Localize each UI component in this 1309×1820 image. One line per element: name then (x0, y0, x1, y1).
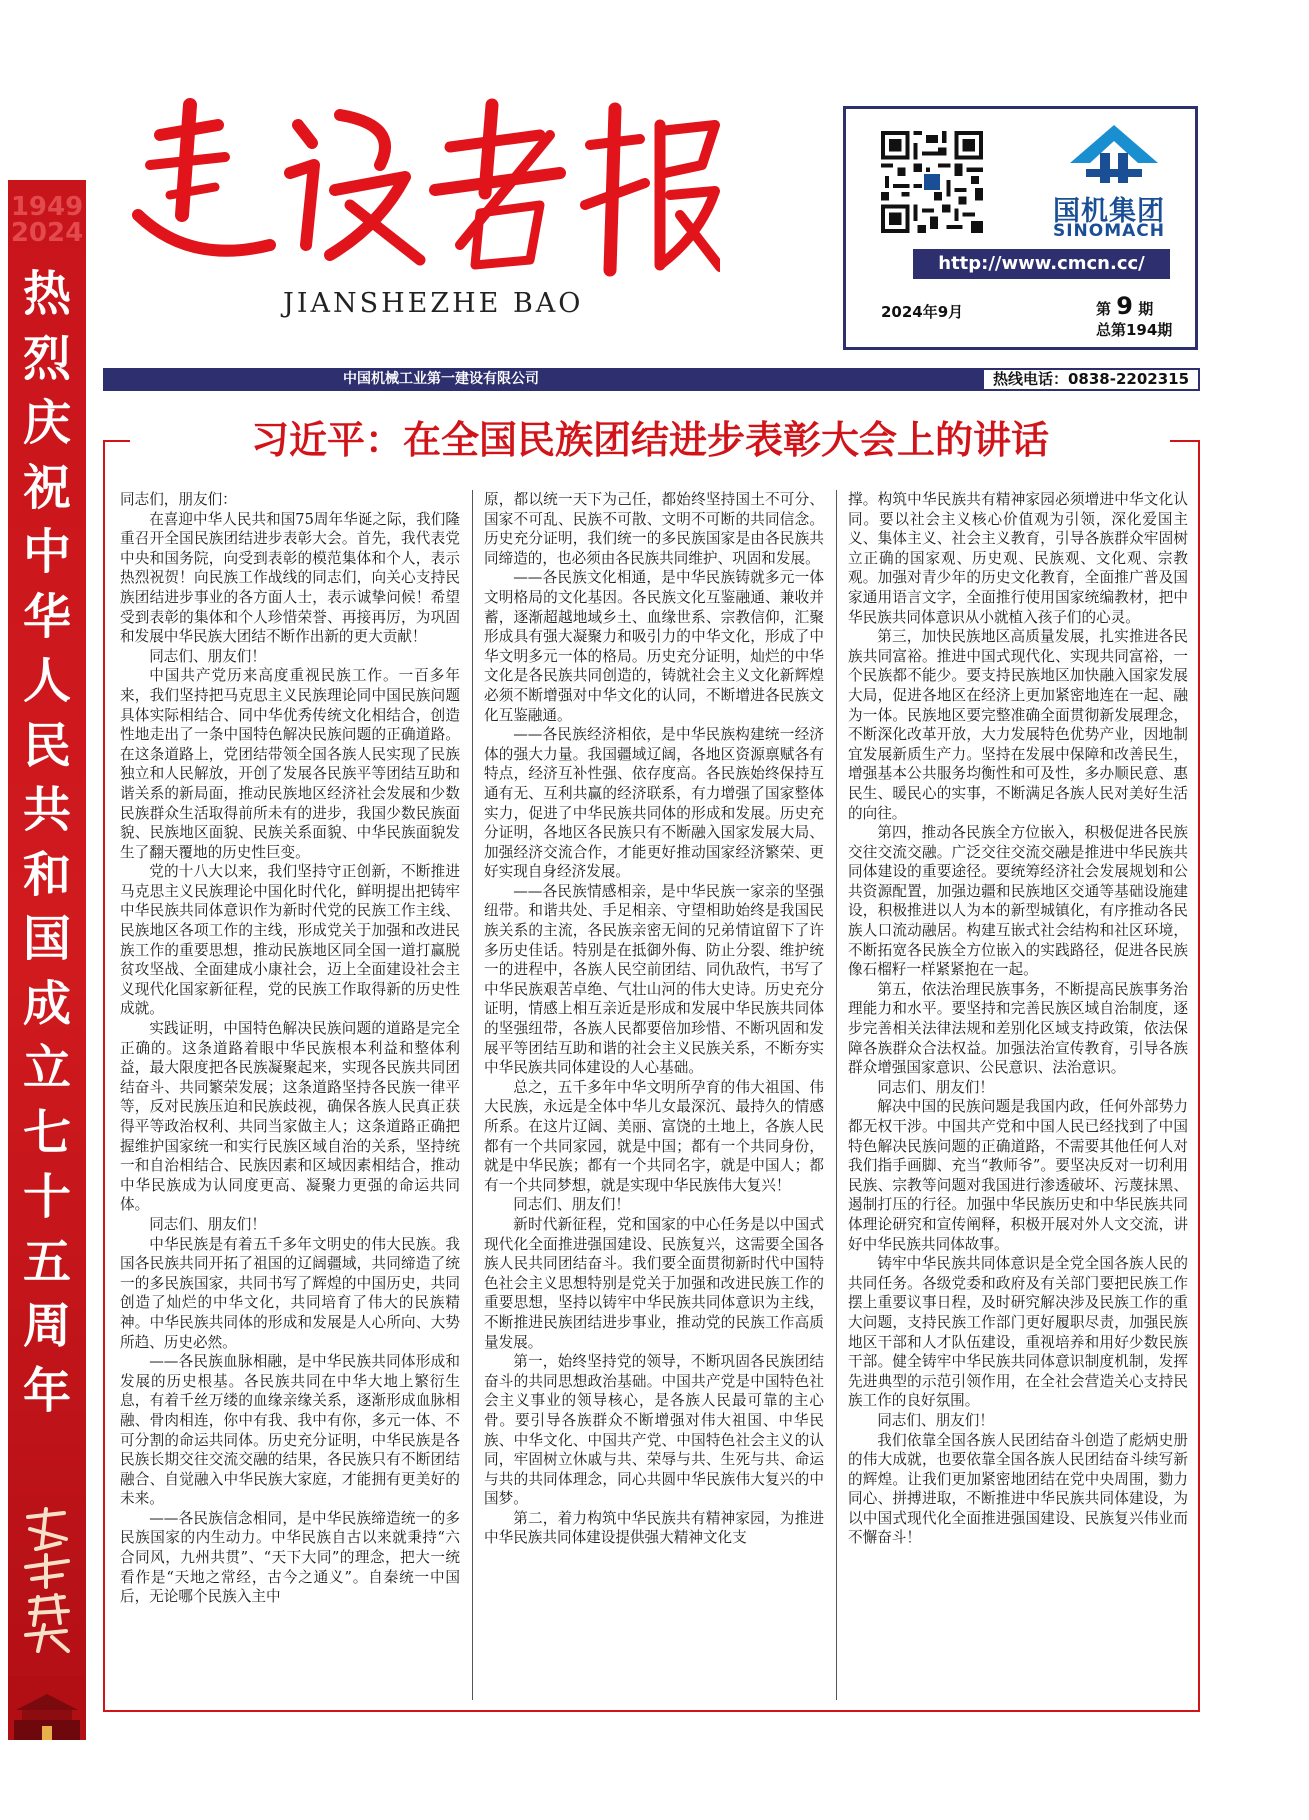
article-paragraph: 同志们、朋友们！ (513, 1196, 630, 1214)
masthead-info-box (843, 106, 1198, 350)
article-paragraph: 同志们、朋友们！ (877, 1078, 994, 1096)
article-paragraph: 第五，依法治理民族事务，不断提高民族事务治理能力和水平。要坚持和完善民族区域自治制度，逐步完善相关法律法规和差别化区域支持政策，依法保障各族群众合法权益。加强法治宣传教育，引导各族群众增强国家意识、公民意识、法治意识。 (848, 980, 1188, 1077)
frame-top-right-edge (1170, 440, 1200, 442)
banner-char: 七 (22, 1104, 71, 1161)
publisher-bar (103, 368, 1200, 391)
banner-years (8, 194, 86, 246)
article-paragraph: 在喜迎中华人民共和国75周年华诞之际，我们隆重召开全国民族团结进步表彰大会。首先，我代表党中央和国务院，向受到表彰的模范集体和个人，表示热烈祝贺！向民族工作战线的同志们，向关心支持民族团结进步事业的各方面人士，表示诚挚问候！希望受到表彰的集体和个人珍惜荣誉、再接再厉，为巩固和发展中华民族大团结不断作出新的更大贡献！ (120, 510, 460, 646)
banner-char: 烈 (22, 330, 71, 387)
article-paragraph: 中华民族是有着五千多年文明史的伟大民族。我国各民族共同开拓了祖国的辽阔疆域，共同缔造了统一的多民族国家，共同书写了辉煌的中国历史，共同创造了灿烂的中华文化，共同培育了伟大的民族精神。中华民族共同体的形成和发展是人心所向、大势所趋、历史必然。 (120, 1235, 460, 1351)
article-paragraph: 解决中国的民族问题是我国内政，任何外部势力都无权干涉。中国共产党和中国人民已经找到了中国特色解决民族问题的正确道路，不需要其他任何人对我们指手画脚、充当“教师爷”。要坚决反对一切利用民族、宗教等问题对我国进行渗透破坏、污蔑抹黑、遏制打压的行径。加强中华民族历史和中华民族共同体理论研究和宣传阐释，积极开展对外人文交流，讲好中华民族共同体故事。 (848, 1098, 1188, 1253)
article-paragraph: 总之，五千多年中华文明所孕育的伟大祖国、伟大民族，永远是全体中华儿女最深沉、最持久的情感所系。在这片辽阔、美丽、富饶的土地上，各族人民都有一个共同家园，就是中国；都有一个共同身份，就是中华民族；都有一个共同名字，就是中国人；都有一个共同梦想，就是实现中华民族伟大复兴！ (484, 1078, 824, 1194)
banner-char: 十 (22, 1169, 71, 1225)
banner-char: 民 (22, 717, 71, 774)
article-paragraph: 中国共产党历来高度重视民族工作。一百多年来，我们坚持把马克思主义民族理论同中国民族问题具体实际相结合、同中华优秀传统文化相结合，创造性地走出了一条中国特色解决民族问题的正确道路。在这条道路上，党团结带领全国各族人民实现了民族独立和人民解放，开创了发展各民族平等团结互助和谐关系的新局面，推动民族地区经济社会发展和少数民族群众生活取得前所未有的进步，我国少数民族面貌、民族地区面貌、民族关系面貌、中华民族面貌发生了翻天覆地的历史性巨变。 (120, 667, 460, 861)
article-paragraph: ——各民族经济相依，是中华民族构建统一经济体的强大力量。我国疆域辽阔，各地区资源禀赋各有特点，经济互补性强、依存度高。各民族始终保持互通有无、互利共赢的经济联系，有力增强了国家整体实力，促进了中华民族共同体的形成和发展。历史充分证明，各地区各民族只有不断融入国家发展大局、加强经济交流合作，才能更好推动国家经济繁荣、更好实现自身经济发展。 (484, 726, 824, 881)
banner-char: 中 (22, 524, 71, 580)
article-body (120, 490, 1188, 1702)
banner-char: 热 (22, 266, 71, 322)
masthead-calligraphy-title (130, 95, 720, 285)
banner-char: 人 (22, 653, 71, 709)
banner-char: 周 (22, 1298, 71, 1354)
article-paragraph: 党的十八大以来，我们坚持守正创新，不断推进马克思主义民族理论中国化时代化，鲜明提出把铸牢中华民族共同体意识作为新时代党的民族工作主线、民族地区各项工作的主线，形成党关于加强和改进民族工作的重要思想，推动民族地区同全国一道打赢脱贫攻坚战、全面建成小康社会，迈上全面建设社会主义现代化国家新征程，党的民族工作取得新的历史性成就。 (120, 863, 460, 1018)
banner-char: 五 (22, 1233, 71, 1290)
article-paragraph: 撑。构筑中华民族共有精神家园必须增进中华文化认同。要以社会主义核心价值观为引领，深化爱国主义、集体主义、社会主义教育，引导各族群众牢固树立正确的国家观、历史观、民族观、文化观、宗教观。加强对青少年的历史文化教育，全面推广普及国家通用语言文字，全面推行使用国家统编教材，把中华民族共同体意识从小就植入孩子们的心灵。 (848, 491, 1188, 626)
article-paragraph: 第二，着力构筑中华民族共有精神家园，为推进中华民族共同体建设提供强大精神文化支 (484, 1509, 824, 1547)
article-paragraph: 第一，始终坚持党的领导，不断巩固各民族团结奋斗的共同思想政治基础。中国共产党是中国特色社会主义事业的领导核心，是各族人民最可靠的主心骨。要引导各族群众不断增强对伟大祖国、中华民族、中华文化、中国共产党、中国特色社会主义的认同，牢固树立休戚与共、荣辱与共、生死与共、命运与共的共同体理念，同心共圆中华民族伟大复兴的中国梦。 (484, 1353, 824, 1508)
article-column-2 (484, 490, 824, 1702)
issue-suffix: 期 (1138, 300, 1154, 318)
issue-number (1096, 292, 1153, 320)
banner-year-end: 2024 (10, 218, 84, 248)
tiananmen-gate-icon (8, 1676, 86, 1740)
banner-year-start: 1949 (10, 192, 84, 222)
celebration-banner (8, 180, 86, 1740)
banner-char: 庆 (22, 395, 71, 451)
article-paragraph: 第四，推动各民族全方位嵌入，积极促进各民族交往交流交融。广泛交往交流交融是推进中华民族共同体建设的重要途径。要统筹经济社会发展规划和公共资源配置，加强边疆和民族地区交通等基础设施建设，积极推进以人为本的新型城镇化，有序推动各民族人口流动融居。构建互嵌式社会结构和社区环境，不断拓宽各民族全方位嵌入的实践路径，促进各民族像石榴籽一样紧紧抱在一起。 (848, 824, 1188, 979)
article-paragraph: ——各民族情感相亲，是中华民族一家亲的坚强纽带。和谐共处、手足相亲、守望相助始终是我国民族关系的主流，各民族亲密无间的兄弟情谊留下了许多历史佳话。特别是在抵御外侮、防止分裂、维护统一的进程中，各族人民空前团结、同仇敌忾，书写了中华民族艰苦卓绝、气壮山河的伟大史诗。历史充分证明，情感上相互亲近是形成和发展中华民族共同体的坚强纽带，各族人民都要倍加珍惜、不断巩固和发展平等团结互助和谐的社会主义民族关系，不断夯实中华民族共同体建设的人心基础。 (484, 882, 824, 1077)
sinomach-logo-icon (1066, 123, 1162, 185)
banner-char: 共 (22, 782, 71, 838)
banner-char: 立 (22, 1040, 71, 1096)
article-paragraph: 同志们、朋友们！ (149, 1215, 266, 1233)
banner-char: 华 (22, 588, 71, 645)
article-paragraph: 原，都以统一天下为己任，都始终坚持国土不可分、国家不可乱、民族不可散、文明不可断的共同信念。历史充分证明，我们统一的多民族国家是由各民族共同缔造的，也必须由各民族共同维护、巩固和发展。 (484, 491, 824, 567)
issue-number-value: 9 (1116, 292, 1133, 320)
banner-char: 年 (22, 1362, 71, 1419)
qr-code-icon[interactable] (881, 131, 983, 233)
article-headline: 习近平：在全国民族团结进步表彰大会上的讲话 (130, 418, 1170, 462)
article-paragraph: 同志们、朋友们！ (877, 1411, 994, 1429)
brand-name-english: SINOMACH (1052, 221, 1166, 241)
brand-name-chinese: 国机集团 (1053, 196, 1165, 227)
banner-char: 国 (22, 911, 71, 967)
article-paragraph: 第三，加快民族地区高质量发展，扎实推进各民族共同富裕。推进中国式现代化、实现共同富裕，一个民族都不能少。要支持民族地区加快融入国家发展大局，促进各地区在经济上更加紧密地连在一起、融为一体。民族地区要完整准确全面贯彻新发展理念，不断深化改革开放，大力发展特色优势产业，因地制宜发展新质生产力。坚持在发展中保障和改善民生，增强基本公共服务均衡性和可及性，多办顺民意、惠民生、暖民心的实事，不断满足各族人民对美好生活的向往。 (848, 628, 1188, 822)
article-paragraph: 我们依靠全国各族人民团结奋斗创造了彪炳史册的伟大成就，也要依靠全国各族人民团结奋斗续写新的辉煌。让我们更加紧密地团结在党中央周围，勠力同心、拼搏进取，不断推进中华民族共同体建设，为以中国式现代化全面推进强国建设、民族复兴伟业而不懈奋斗！ (848, 1431, 1188, 1547)
website-url-link[interactable]: http://www.cmcn.cc/ (913, 249, 1170, 279)
article-paragraph: 同志们，朋友们： (120, 491, 237, 508)
frame-top-left-edge (103, 440, 133, 442)
banner-char: 祝 (22, 459, 71, 516)
article-column-3 (848, 490, 1188, 1702)
article-paragraph: 同志们、朋友们！ (149, 647, 266, 665)
article-paragraph: ——各民族信念相同，是中华民族缔造统一的多民族国家的内生动力。中华民族自古以来就秉持“六合同风，九州共贯”、“天下大同”的理念，把大一统看作是“天地之常经，古今之通义”。自秦统一中国后，无论哪个民族入主中 (120, 1509, 460, 1606)
article-paragraph: 铸牢中华民族共同体意识是全党全国各族人民的共同任务。各级党委和政府及有关部门要把民族工作摆上重要议事日程，及时研究解决涉及民族工作的重大问题，支持民族工作部门更好履职尽责，加强民族地区干部和人才队伍建设，重视培养和用好少数民族干部。健全铸牢中华民族共同体意识制度机制，发挥先进典型的示范引领作用，在全社会营造关心支持民族工作的良好氛围。 (848, 1255, 1188, 1410)
calligraphy-signature-icon (16, 1505, 78, 1655)
banner-char: 成 (22, 975, 71, 1032)
masthead-pinyin: JIANSHEZHE BAO (283, 288, 584, 319)
article-column-1 (120, 490, 460, 1702)
hotline-phone: 热线电话：0838-2202315 (982, 368, 1200, 391)
publisher-company: 中国机械工业第一建设有限公司 (343, 371, 539, 387)
issue-date: 2024年9月 (881, 303, 964, 321)
article-paragraph: ——各民族文化相通，是中华民族铸就多元一体文明格局的文化基因。各民族文化互鉴融通、兼收并蓄，逐渐超越地域乡土、血缘世系、宗教信仰，汇聚形成具有强大凝聚力和吸引力的中华文化，形成了中华文明多元一体的格局。历史充分证明，灿烂的中华文化是各民族共同创造的，铸就社会主义文化新辉煌必须不断增强对中华文化的认同，不断增进各民族文化互鉴融通。 (484, 569, 824, 724)
article-paragraph: 新时代新征程，党和国家的中心任务是以中国式现代化全面推进强国建设、民族复兴，这需要全国各族人民共同团结奋斗。我们要全面贯彻新时代中国特色社会主义思想特别是党关于加强和改进民族工作的重要思想，坚持以铸牢中华民族共同体意识为主线，不断推进民族团结进步事业，推动党的民族工作高质量发展。 (484, 1215, 824, 1351)
issue-total-number: 总第194期 (1096, 321, 1173, 339)
article-paragraph: 实践证明，中国特色解决民族问题的道路是完全正确的。这条道路着眼中华民族根本利益和整体利益，最大限度把各民族凝聚起来，实现各民族共同团结奋斗、共同繁荣发展；这条道路坚持各民族一律平等，反对民族压迫和民族歧视，确保各族人民真正获得平等政治权利、共同当家做主人；这条道路正确把握维护国家统一和实行民族区域自治的关系，坚持统一和自治相结合、民族因素和区域因素相结合，推动中华民族成为认同度更高、凝聚力更强的命运共同体。 (120, 1020, 460, 1214)
article-paragraph: ——各民族血脉相融，是中华民族共同体形成和发展的历史根基。各民族共同在中华大地上繁衍生息，有着千丝万缕的血缘亲缘关系，逐渐形成血脉相融、骨肉相连，你中有我、我中有你，多元一体、不可分割的命运共同体。历史充分证明，中华民族是各民族长期交往交流交融的结果，各民族只有不断团结融合、自觉融入中华民族大家庭，才能拥有更美好的未来。 (120, 1353, 460, 1508)
banner-char: 和 (22, 846, 71, 903)
issue-prefix: 第 (1096, 300, 1112, 318)
banner-slogan (8, 262, 86, 1423)
